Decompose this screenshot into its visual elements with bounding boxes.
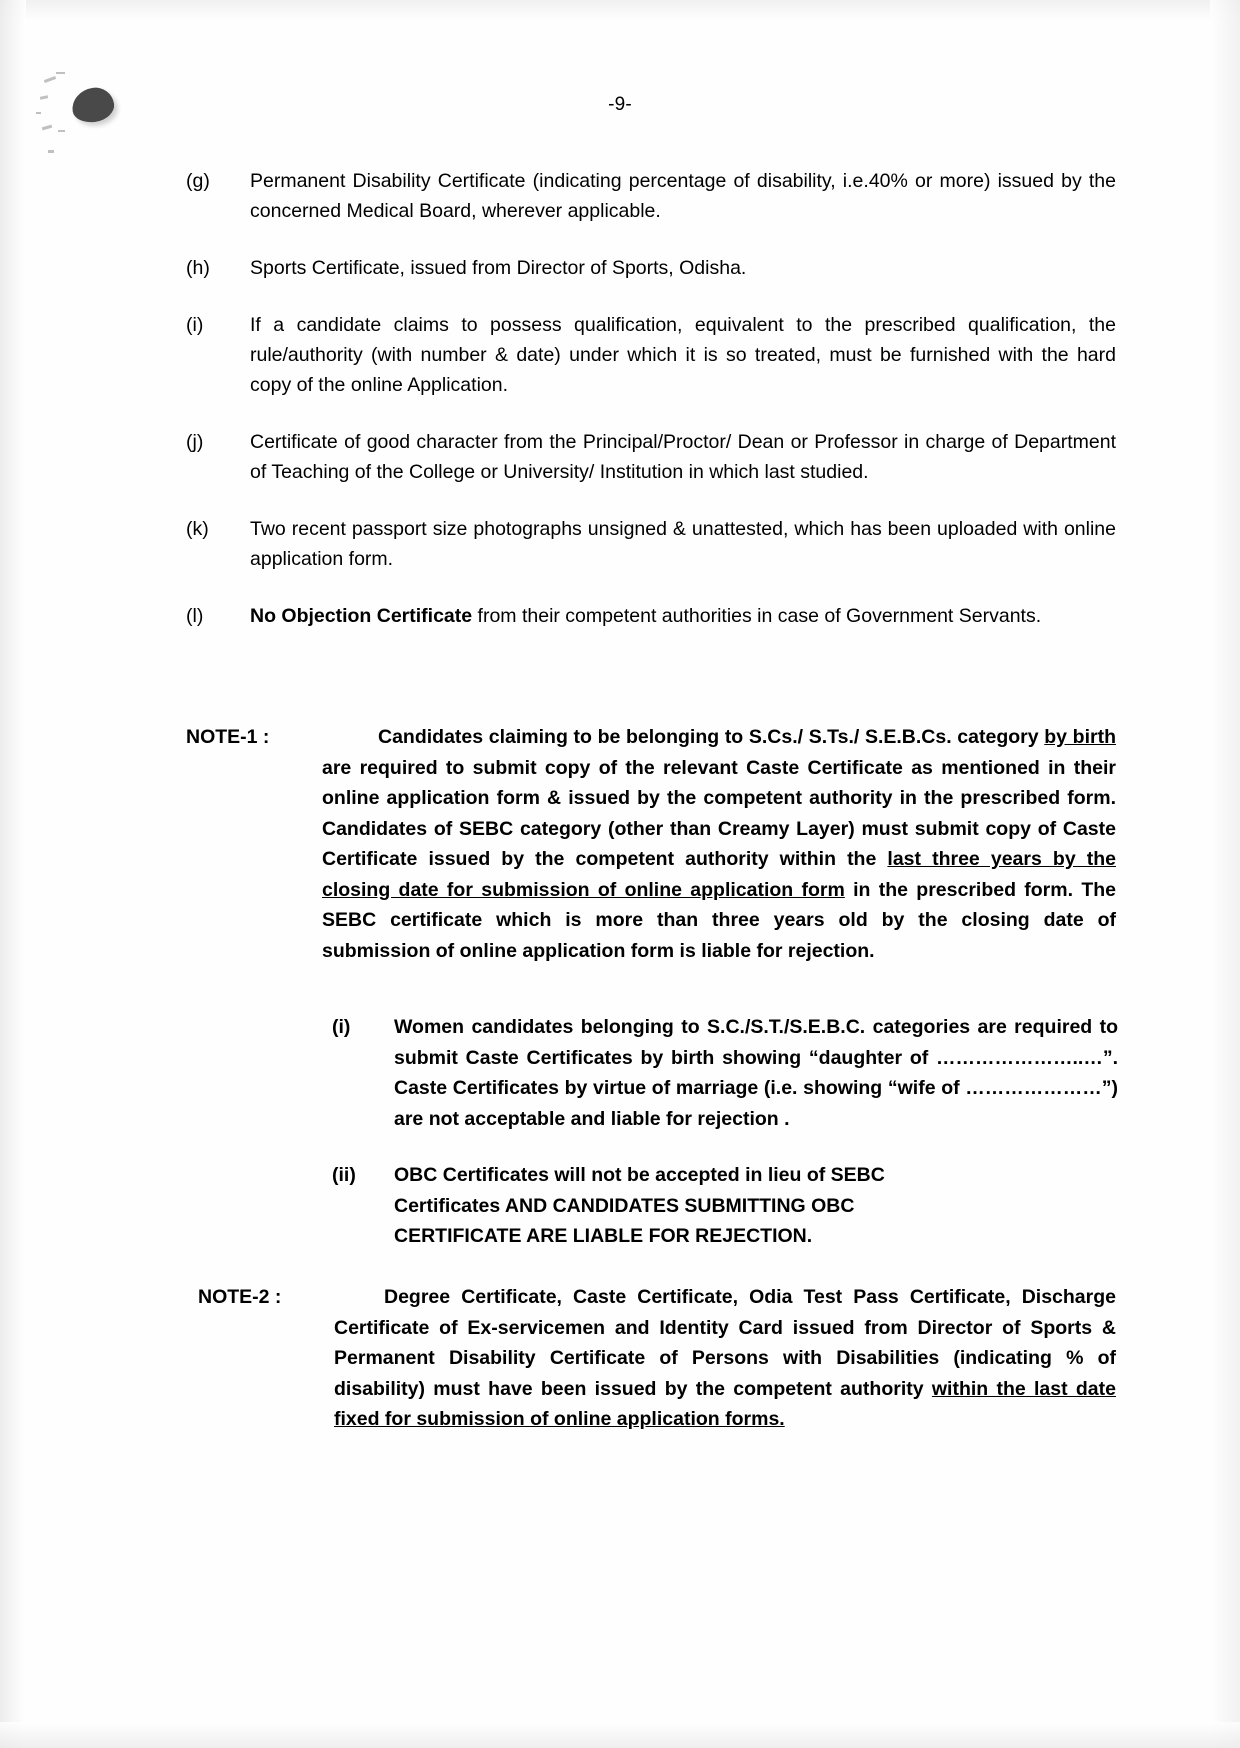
clause-text: Permanent Disability Certificate (indicating percentage of disability, i.e.40% or more) issued by the concerned Medical Board, wherever applicable. [250, 170, 1116, 222]
note-1-underline-last-three-years: last three years by the closing date for submission of online application form [322, 848, 1116, 901]
note-1-part-2: are required to submit copy of the relevant Caste Certificate as mentioned in their online application form & issued by the competent authority in the prescribed form. Candidates of SEBC category (other than Creamy Layer) must submit copy of Caste Certificate issued by the competent authority within the [322, 756, 1116, 870]
clause-item-l [186, 601, 1116, 631]
note-1-subitem-ii [332, 1160, 1118, 1252]
clause-item-g [186, 166, 1116, 226]
note-1-subitem-i [332, 1012, 1118, 1134]
note-1-label: NOTE-1 : [186, 726, 270, 748]
subitem-text: Women candidates belonging to S.C./S.T./S.E.B.C. categories are required to submit Caste Certificates by birth showing “daughter of …………………..…”. Caste Certificates by virtue of marriage (i.e. showing “wife of …………………”) are not acceptable and liable for rejection . [394, 1016, 1118, 1130]
subitem-line-1: OBC Certificates will not be accepted in lieu of SEBC [394, 1164, 885, 1186]
clause-text: If a candidate claims to possess qualification, equivalent to the prescribed qualification, the rule/authority (with number & date) under which it is so treated, must be furnished with the hard copy of the online Application. [250, 314, 1116, 396]
subitem-label: (ii) [332, 1164, 356, 1186]
note-2-label: NOTE-2 : [198, 1286, 282, 1308]
clause-text: Certificate of good character from the Principal/Proctor/ Dean or Professor in charge of Department of Teaching of the College or University/ Institution in which last studied. [250, 431, 1116, 483]
note-1-part-1: Candidates claiming to be belonging to S.Cs./ S.Ts./ S.E.B.Cs. category [378, 726, 1045, 748]
clause-item-k [186, 514, 1116, 574]
note-1-subitem-list [332, 1012, 1118, 1278]
note-1-text [322, 722, 1116, 966]
clause-text: Sports Certificate, issued from Director of Sports, Odisha. [250, 257, 747, 279]
note-2-underline-last-date: within the last date fixed for submission of online application forms. [334, 1377, 1116, 1430]
clause-text [250, 601, 1116, 631]
note-2-part-1: Degree Certificate, Caste Certificate, Odia Test Pass Certificate, Discharge Certificate of Ex-servicemen and Identity Card issued from Director of Sports & Permanent Disability Certificate of Persons with Disabilities (indicating % of disability) must have been issued by the competent authority [334, 1286, 1116, 1400]
clause-text: Two recent passport size photographs unsigned & unattested, which has been uploaded with online application form. [250, 518, 1116, 570]
note-1-row [186, 722, 1116, 966]
clause-list [186, 166, 1116, 658]
clause-item-h [186, 253, 1116, 283]
note-2-block [186, 1282, 1116, 1435]
note-1-part-3: in the prescribed form. The SEBC certificate which is more than three years old by the closing date of submission of online application form is liable for rejection. [322, 878, 1116, 962]
clause-item-i [186, 310, 1116, 400]
subitem-label: (i) [332, 1016, 351, 1038]
note-1-block [186, 722, 1116, 966]
clause-label: (h) [186, 257, 210, 279]
clause-label: (i) [186, 314, 204, 336]
note-2-row [186, 1282, 1116, 1435]
subitem-text [394, 1160, 1118, 1252]
clause-item-j [186, 427, 1116, 487]
clause-bold-lead: No Objection Certificate [250, 605, 473, 627]
page-number: -9- [608, 94, 632, 115]
note-1-underline-by-birth: by birth [1044, 726, 1117, 748]
clause-label: (k) [186, 518, 209, 540]
note-2-text [334, 1282, 1116, 1435]
clause-label: (l) [186, 605, 204, 627]
clause-text-rest: from their competent authorities in case of Government Servants. [472, 605, 1042, 627]
subitem-line-2: Certificates AND CANDIDATES SUBMITTING OBC [394, 1194, 855, 1217]
clause-label: (g) [186, 170, 210, 192]
clause-label: (j) [186, 431, 204, 453]
subitem-line-3: CERTIFICATE ARE LIABLE FOR REJECTION. [394, 1225, 813, 1247]
